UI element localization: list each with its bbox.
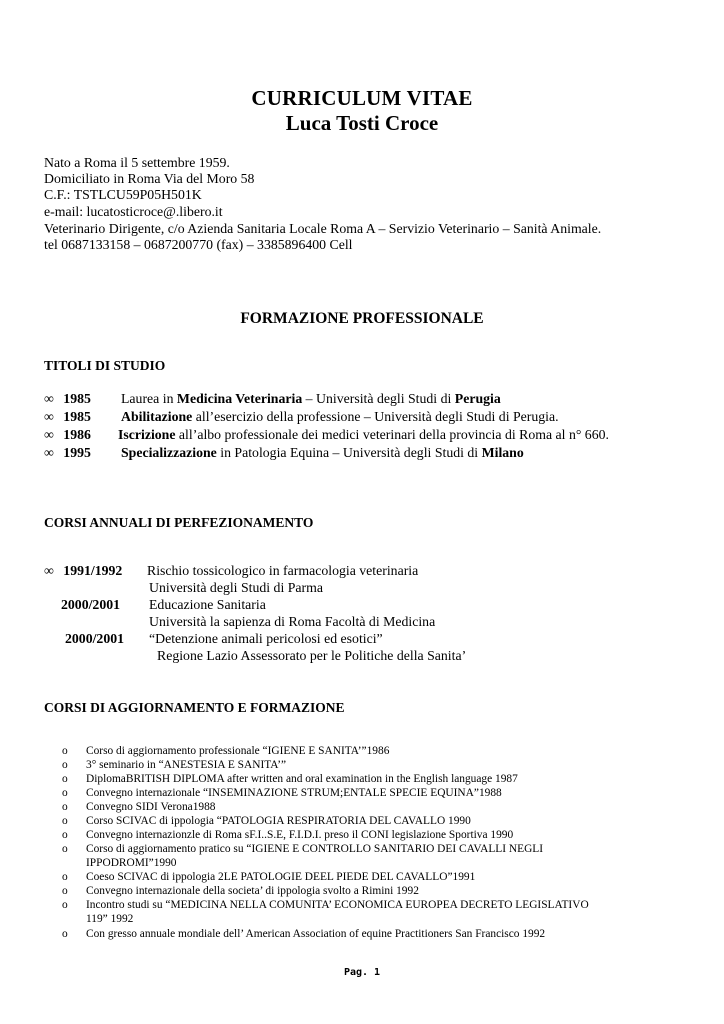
titolo-item: ∞ 1995 (44, 445, 91, 460)
circle-bullet-icon: o (62, 843, 68, 855)
list-item: Coeso SCIVAC di ippologia 2LE PATOLOGIE DEEL PIEDE DEL CAVALLO”1991 (86, 871, 476, 883)
circle-bullet-icon: o (62, 829, 68, 841)
subheading-corsi-annuali: CORSI ANNUALI DI PERFEZIONAMENTO (44, 515, 314, 530)
corso-annuale-title: “Detenzione animali pericolosi ed esotici” (149, 631, 383, 646)
subheading-corsi-aggiornamento: CORSI DI AGGIORNAMENTO E FORMAZIONE (44, 700, 345, 715)
corso-annuale-year: 2000/2001 (61, 597, 121, 612)
circle-bullet-icon: o (62, 787, 68, 799)
infinity-bullet-icon: ∞ (44, 427, 54, 442)
birth-line: Nato a Roma il 5 settembre 1959. (44, 155, 230, 170)
titolo-text: Laurea in Medicina Veterinaria – Università degli Studi di Perugia (121, 391, 501, 406)
corso-annuale-title: Educazione Sanitaria (149, 597, 266, 612)
circle-bullet-icon: o (62, 773, 68, 785)
list-item-continuation: 119” 1992 (86, 913, 134, 925)
address-line: Domiciliato in Roma Via del Moro 58 (44, 171, 255, 186)
titolo-text: Specializzazione in Patologia Equina – Università degli Studi di Milano (121, 445, 524, 460)
circle-bullet-icon: o (62, 759, 68, 771)
corso-annuale-place: Regione Lazio Assessorato per le Politiche della Sanita’ (157, 648, 467, 663)
circle-bullet-icon: o (62, 899, 68, 911)
page-number: Pag. 1 (343, 967, 381, 978)
person-name: Luca Tosti Croce (285, 111, 439, 135)
corso-annuale-year: ∞ 1991/1992 (44, 563, 123, 578)
titolo-text: Abilitazione all’esercizio della professione – Università degli Studi di Perugia. (121, 409, 559, 424)
tax-code-line: C.F.: TSTLCU59P05H501K (44, 187, 202, 202)
list-item: 3° seminario in “ANESTESIA E SANITA’” (86, 759, 287, 771)
infinity-bullet-icon: ∞ (44, 563, 54, 578)
email-line: e-mail: lucatosticroce@.libero.it (44, 204, 223, 219)
list-item: Convegno internazionzle di Roma sF.I..S.E, F.I.D.I. preso il CONI legislazione Sportiva 1990 (86, 829, 514, 841)
list-item: Con gresso annuale mondiale dell’ American Association of equine Practitioners San Francisco 1992 (86, 928, 546, 940)
corso-annuale-place: Università degli Studi di Parma (149, 580, 323, 595)
section-heading-formazione: FORMAZIONE PROFESSIONALE (240, 310, 484, 327)
infinity-bullet-icon: ∞ (44, 445, 54, 460)
list-item: Corso di aggiornamento professionale “IGIENE E SANITA’”1986 (86, 745, 390, 757)
circle-bullet-icon: o (62, 928, 68, 940)
list-item-continuation: IPPODROMI”1990 (86, 857, 177, 869)
document-title: CURRICULUM VITAE (251, 86, 473, 110)
list-item: Convegno internazionale della societa’ di ippologia svolto a Rimini 1992 (86, 885, 419, 897)
circle-bullet-icon: o (62, 871, 68, 883)
job-line: Veterinario Dirigente, c/o Azienda Sanitaria Locale Roma A – Servizio Veterinario – Sanità Animale. (44, 221, 602, 236)
list-item: Corso di aggiornamento pratico su “IGIENE E CONTROLLO SANITARIO DEI CAVALLI NEGLI (86, 843, 544, 855)
corso-annuale-title: Rischio tossicologico in farmacologia veterinaria (147, 563, 419, 578)
circle-bullet-icon: o (62, 815, 68, 827)
circle-bullet-icon: o (62, 885, 68, 897)
corso-annuale-year: 2000/2001 (65, 631, 125, 646)
list-item: DiplomaBRITISH DIPLOMA after written and oral examination in the English language 1987 (86, 773, 518, 785)
circle-bullet-icon: o (62, 801, 68, 813)
list-item: Incontro studi su “MEDICINA NELLA COMUNITA’ ECONOMICA EUROPEA DECRETO LEGISLATIVO (86, 899, 589, 911)
list-item: Convegno internazionale “INSEMINAZIONE STRUM;ENTALE SPECIE EQUINA”1988 (86, 787, 502, 799)
phone-line: tel 0687133158 – 0687200770 (fax) – 3385896400 Cell (44, 237, 353, 252)
list-item: Corso SCIVAC di ippologia “PATOLOGIA RESPIRATORIA DEL CAVALLO 1990 (86, 815, 471, 827)
titolo-item: ∞ 1985 (44, 391, 91, 406)
circle-bullet-icon: o (62, 745, 68, 757)
infinity-bullet-icon: ∞ (44, 409, 54, 424)
titolo-item: ∞ 1985 (44, 409, 91, 424)
infinity-bullet-icon: ∞ (44, 391, 54, 406)
titolo-item: ∞ 1986 (44, 427, 91, 442)
subheading-titoli: TITOLI DI STUDIO (44, 358, 166, 373)
corso-annuale-place: Università la sapienza di Roma Facoltà di Medicina (149, 614, 436, 629)
titolo-text: Iscrizione all’albo professionale dei medici veterinari della provincia di Roma al n° 660. (118, 427, 609, 442)
list-item: Convegno SIDI Verona1988 (86, 801, 216, 813)
